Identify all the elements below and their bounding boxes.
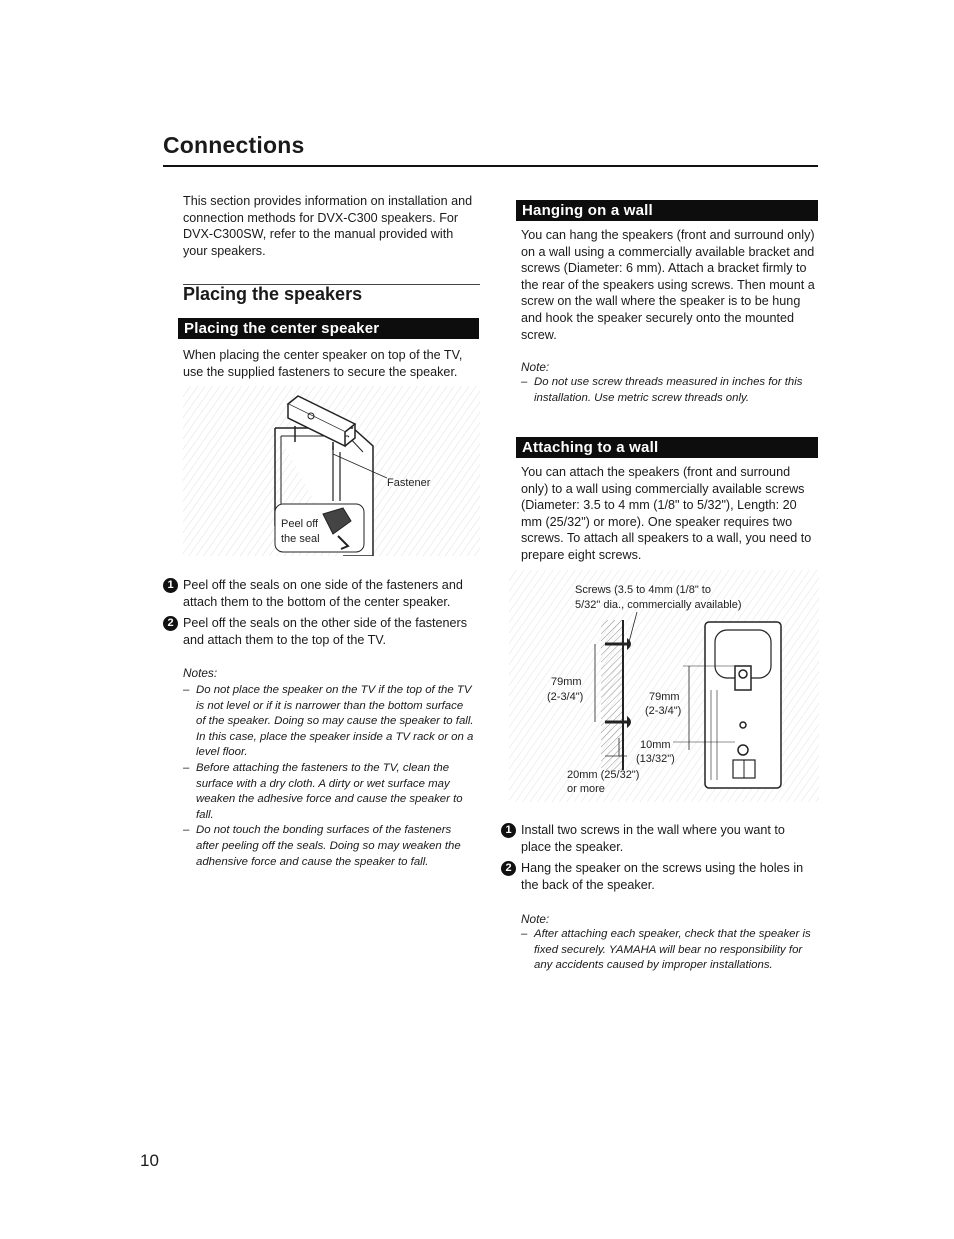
dim-right-1: 79mm (649, 691, 680, 703)
final-note-label: Note: (521, 912, 550, 926)
hanging-bar: Hanging on a wall (516, 200, 818, 221)
dim-right-2: (2-3/4") (645, 705, 682, 717)
step-number: 2 (163, 616, 178, 631)
step-text: Install two screws in the wall where you want to place the speaker. (521, 823, 785, 854)
right-step-1 (501, 822, 817, 855)
hanging-note-label: Note: (521, 360, 550, 374)
dim-left-1: 79mm (551, 676, 582, 688)
screws-label-1: Screws (3.5 to 4mm (1/8" to (575, 584, 711, 596)
step-text: Peel off the seals on one side of the fasteners and attach them to the bottom of the center speaker. (183, 578, 463, 609)
note-item: – Do not use screw threads measured in inches for this installation. Use metric screw threads only. (521, 376, 803, 404)
title-rule (163, 165, 818, 167)
notes-label: Notes: (183, 666, 218, 680)
dim-depth-1: 20mm (25/32") (567, 769, 640, 781)
step-text: Hang the speaker on the screws using the holes in the back of the speaker. (521, 861, 804, 892)
center-speaker-bar: Placing the center speaker (178, 318, 479, 339)
step-text: Peel off the seals on the other side of the fasteners and attach them to the top of the TV. (183, 616, 468, 647)
note-item: – After attaching each speaker, check that the speaker is fixed securely. YAMAHA will bear no responsibility for any accidents caused by improper installations. (521, 928, 811, 972)
fastener-label: Fastener (387, 477, 431, 489)
left-step-2 (163, 615, 478, 648)
center-speaker-figure (183, 386, 480, 556)
intro-paragraph: This section provides information on installation and connection methods for DVX-C300 speakers. For DVX-C300SW, refer to the manual provided with your speakers. (183, 194, 473, 258)
placing-heading: Placing the speakers (183, 284, 363, 304)
page-number: 10 (140, 1151, 159, 1170)
attaching-bar: Attaching to a wall (516, 437, 818, 458)
notes-list (183, 683, 475, 870)
dim-hole-1: 10mm (640, 739, 671, 751)
right-steps (501, 822, 817, 893)
page-title: Connections (163, 132, 305, 158)
dim-hole-2: (13/32") (636, 753, 675, 765)
dim-depth-2: or more (567, 783, 605, 795)
left-step-1 (163, 577, 478, 610)
hanging-note (521, 375, 817, 406)
attaching-text: You can attach the speakers (front and surround only) to a wall using commercially available screws (Diameter: 3.5 to 4 mm (1/8" to 5/32"), Length: 20 mm (25/32") or more). One speaker requires two screws. To attach all speakers to a wall, you need to prepare eight screws. (521, 465, 812, 562)
note-item: – Before attaching the fasteners to the TV, clean the surface with a dry cloth. A dirty or wet surface may weaken the adhesive force and cause the speaker to fall. (183, 761, 463, 821)
screws-label-2: 5/32" dia., commercially available) (575, 599, 742, 611)
center-speaker-text: When placing the center speaker on top of the TV, use the supplied fasteners to secure the speaker. (183, 348, 463, 379)
step-number: 2 (501, 861, 516, 876)
dim-left-2: (2-3/4") (547, 691, 584, 703)
right-step-2 (501, 860, 817, 893)
step-number: 1 (501, 823, 516, 838)
peel-off-label: Peel off (281, 518, 319, 530)
wall-mount-figure (509, 570, 819, 802)
step-number: 1 (163, 578, 178, 593)
left-steps (163, 577, 478, 648)
note-item: – Do not touch the bonding surfaces of the fasteners after peeling off the seals. Doing so may weaken the adhensive force and cause the speaker to fall. (183, 824, 461, 868)
note-item: – Do not place the speaker on the TV if the top of the TV is not level or if it is narrower than the bottom surface of the speaker. Doing so may cause the speaker to fall. In this case, place the speaker inside a TV rack or on a level floor. (183, 684, 474, 759)
the-seal-label: the seal (281, 533, 320, 545)
final-note (521, 927, 817, 974)
hanging-text: You can hang the speakers (front and surround only) on a wall using a commercially available bracket and screws (Diameter: 6 mm). Attach a bracket firmly to the rear of the speakers using screws. Then mount a screw on the wall where the speaker is to be hung and hook the speaker securely onto the mounted screw. (521, 228, 815, 342)
